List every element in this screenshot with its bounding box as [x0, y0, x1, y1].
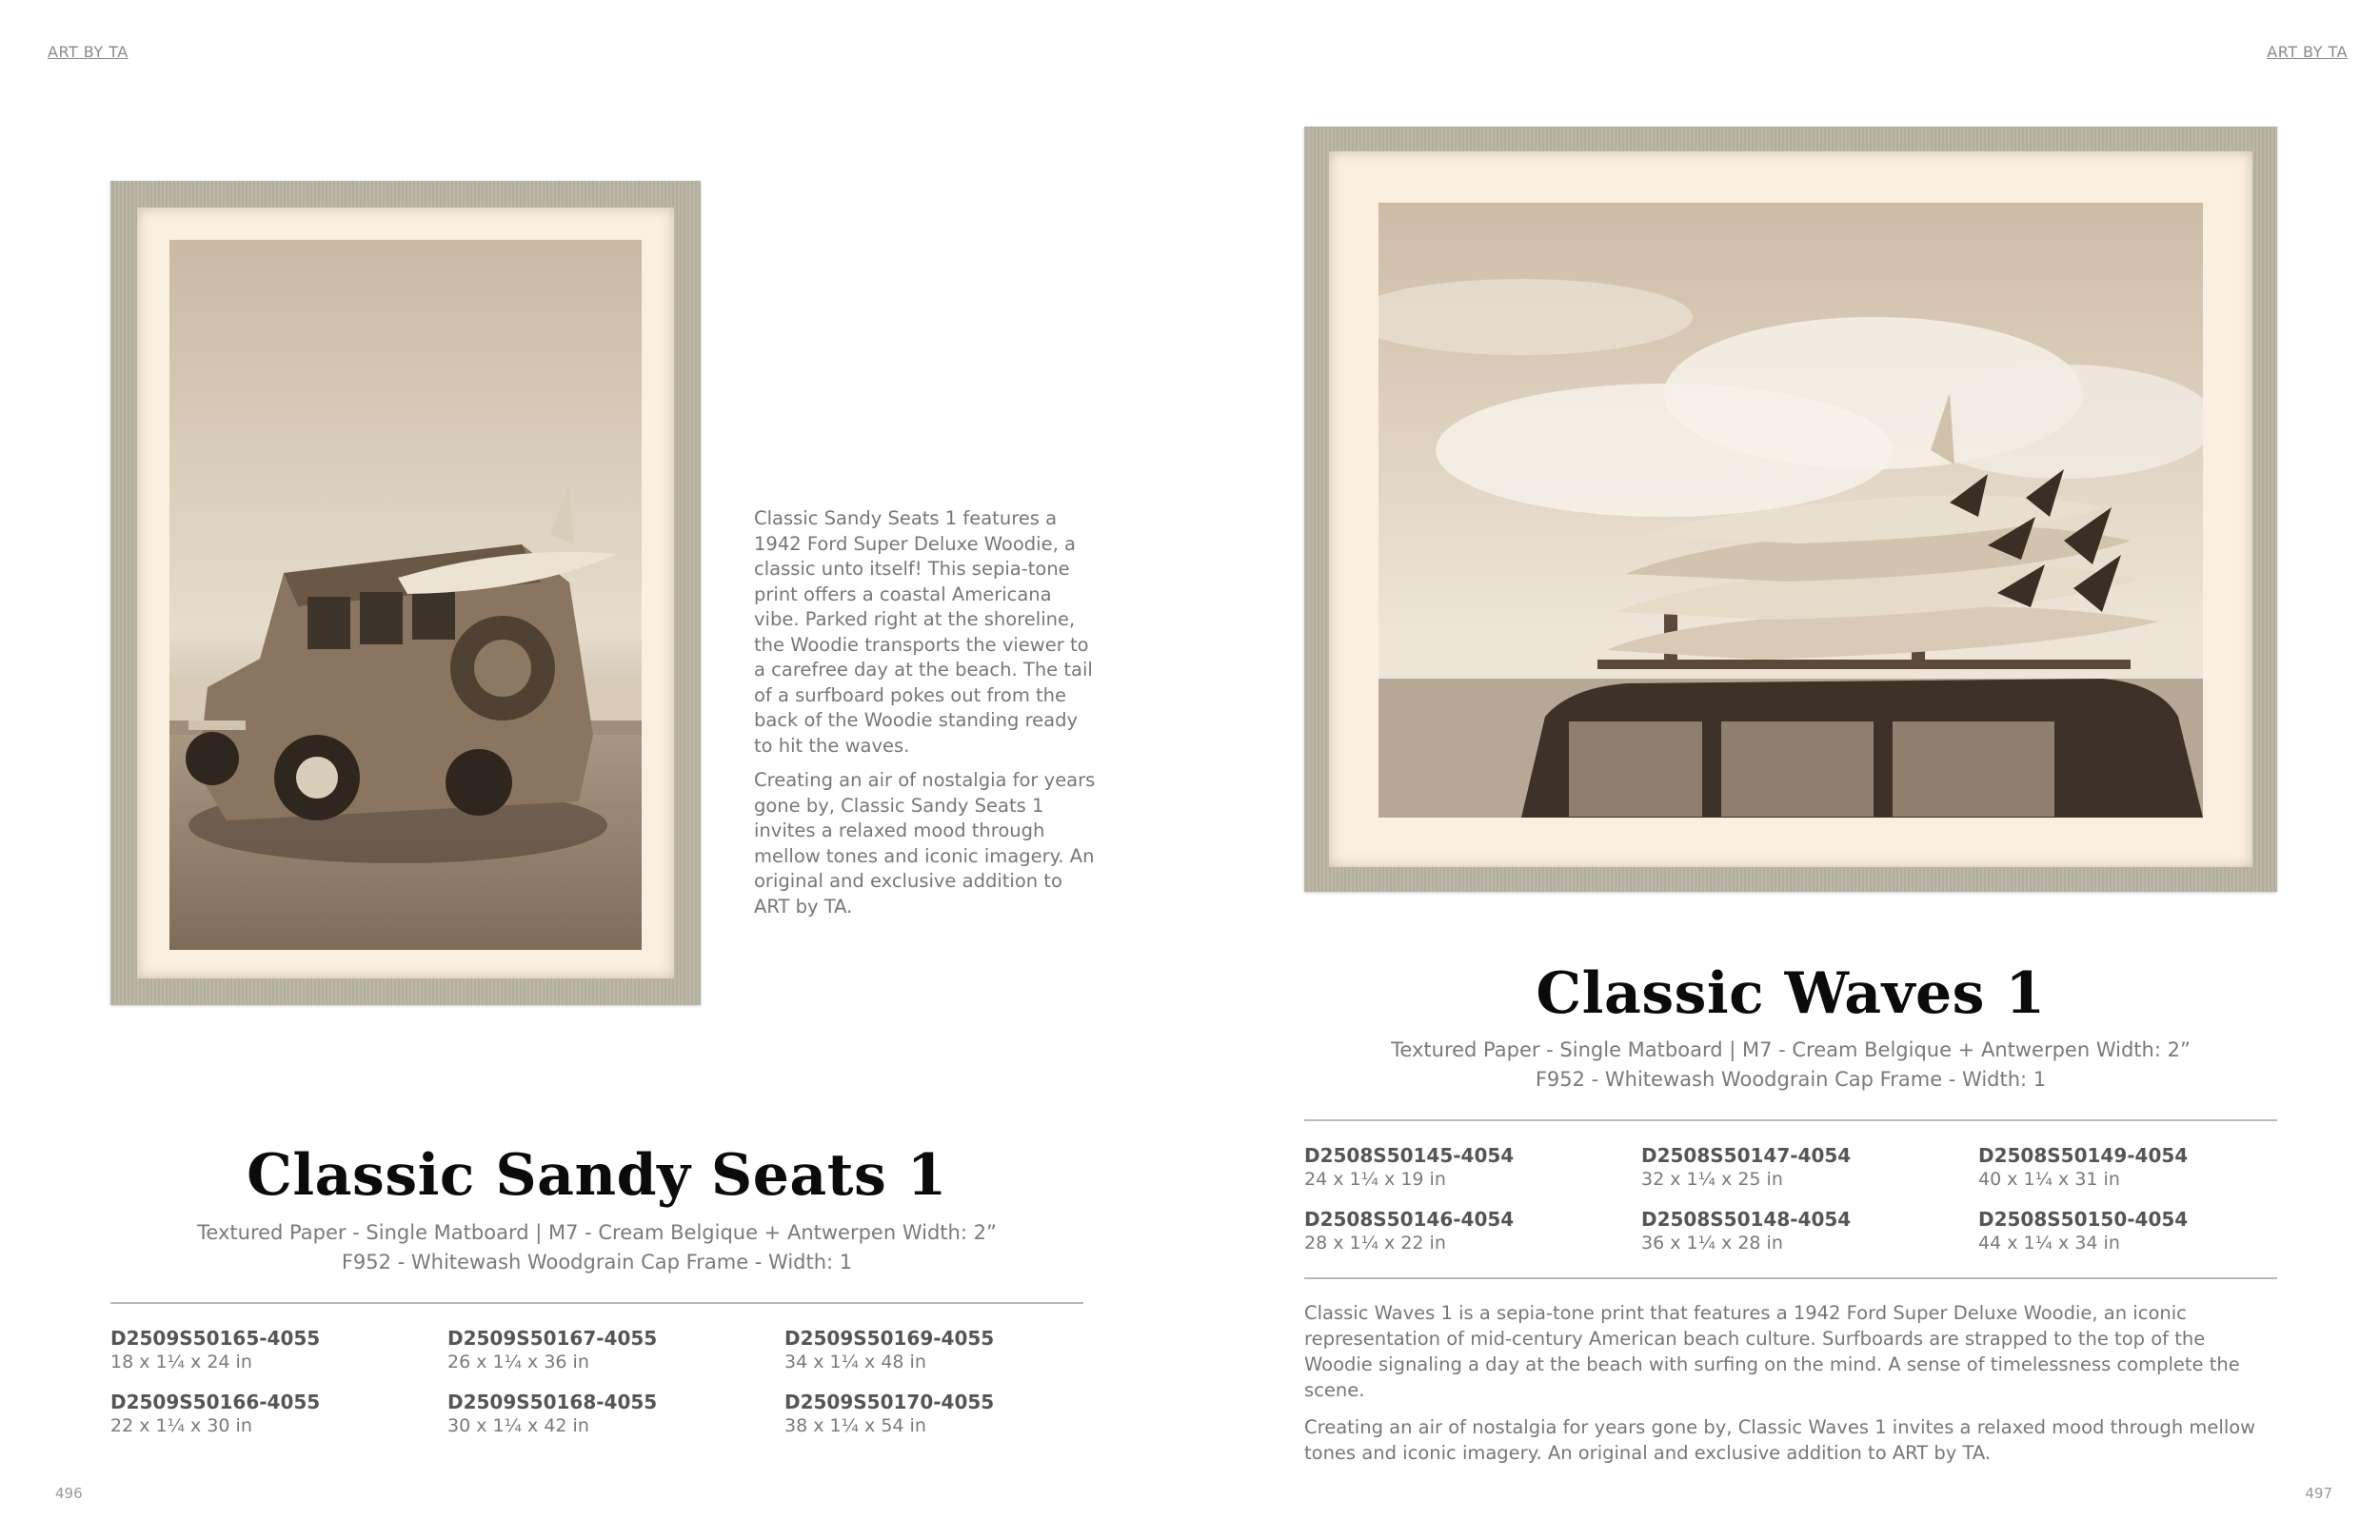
classic-waves-sku-grid	[1304, 1144, 2315, 1254]
sku-code: D2508S50149-4054	[1978, 1144, 2189, 1167]
art-by-ta-link-right[interactable]: ART BY TA	[2267, 43, 2348, 61]
sku-code: D2508S50150-4054	[1978, 1208, 2189, 1231]
sku-item	[110, 1391, 447, 1437]
sku-item	[784, 1391, 1121, 1437]
sku-item	[1978, 1144, 2315, 1191]
sku-item	[1641, 1208, 1978, 1254]
sku-item	[1304, 1144, 1641, 1191]
classic-waves-title: Classic Waves 1	[1536, 960, 2046, 1027]
classic-waves-description	[1304, 1300, 2277, 1477]
sandy-seats-spec-line2: F952 - Whitewash Woodgrain Cap Frame - Width: 1	[341, 1251, 853, 1273]
sku-size: 24 x 1¼ x 19 in	[1304, 1169, 1446, 1190]
classic-waves-spec-line2: F952 - Whitewash Woodgrain Cap Frame - Width: 1	[1535, 1068, 2047, 1091]
sku-code: D2508S50145-4054	[1304, 1144, 1515, 1167]
sku-code: D2509S50166-4055	[110, 1391, 321, 1413]
classic-waves-description-p2: Creating an air of nostalgia for years gone by, Classic Waves 1 invites a relaxed mood through mellow tones and iconic imagery. An original and exclusive addition to ART by TA.	[1304, 1416, 2256, 1464]
sku-size: 44 x 1¼ x 34 in	[1978, 1233, 2120, 1254]
classic-waves-description-p1: Classic Waves 1 is a sepia-tone print that features a 1942 Ford Super Deluxe Woodie, an iconic representation of mid-century American beach culture. Surfboards are strapped to the top of the Woodie signaling a day at the beach with surfing on the mind. A sense of timelessness complete the scene.	[1304, 1302, 2240, 1401]
sku-code: D2509S50165-4055	[110, 1327, 321, 1350]
sandy-seats-spec-line1: Textured Paper - Single Matboard | M7 - Cream Belgique + Antwerpen Width: 2”	[197, 1221, 997, 1244]
sku-size: 36 x 1¼ x 28 in	[1641, 1233, 1783, 1254]
sandy-seats-description-p1: Classic Sandy Seats 1 features a 1942 Ford Super Deluxe Woodie, a classic unto itself! This sepia-tone print offers a coastal Americana vibe. Parked right at the shoreline, the Woodie transports the viewer to a carefree day at the beach. The tail of a surfboard pokes out from the back of the Woodie standing ready to hit the waves.	[754, 507, 1093, 757]
sku-size: 30 x 1¼ x 42 in	[447, 1415, 589, 1436]
sku-size: 38 x 1¼ x 54 in	[784, 1415, 926, 1436]
sku-code: D2508S50148-4054	[1641, 1208, 1852, 1231]
artwork-frame-classic-waves	[1304, 127, 2277, 892]
classic-waves-spec	[1304, 1036, 2277, 1095]
sku-code: D2508S50146-4054	[1304, 1208, 1515, 1231]
sku-size: 18 x 1¼ x 24 in	[110, 1352, 252, 1372]
sku-code: D2509S50167-4055	[447, 1327, 658, 1350]
classic-waves-divider-bottom	[1304, 1277, 2277, 1279]
sandy-seats-description-p2: Creating an air of nostalgia for years gone by, Classic Sandy Seats 1 invites a relaxed mood through mellow tones and iconic imagery. An original and exclusive addition to ART by TA.	[754, 769, 1096, 918]
artwork-image-woodie-car	[169, 240, 642, 950]
sku-code: D2509S50168-4055	[447, 1391, 658, 1413]
sku-item	[110, 1327, 447, 1373]
sku-item	[447, 1327, 784, 1373]
sku-item	[1641, 1144, 1978, 1191]
sandy-seats-title: Classic Sandy Seats 1	[247, 1142, 947, 1209]
artwork-frame-sandy-seats	[110, 181, 701, 1005]
sku-size: 22 x 1¼ x 30 in	[110, 1415, 252, 1436]
artwork-image-surfboards	[1378, 203, 2203, 818]
sku-size: 26 x 1¼ x 36 in	[447, 1352, 589, 1372]
sku-code: D2509S50169-4055	[784, 1327, 995, 1350]
sku-code: D2509S50170-4055	[784, 1391, 995, 1413]
page-number-left: 496	[55, 1485, 83, 1502]
sandy-seats-description	[754, 506, 1097, 929]
art-by-ta-link-left[interactable]: ART BY TA	[48, 43, 129, 61]
sku-size: 34 x 1¼ x 48 in	[784, 1352, 926, 1372]
sku-item	[784, 1327, 1121, 1373]
page-number-right: 497	[2305, 1485, 2332, 1502]
sandy-seats-sku-grid	[110, 1327, 1121, 1437]
sku-code: D2508S50147-4054	[1641, 1144, 1852, 1167]
classic-waves-divider-top	[1304, 1119, 2277, 1121]
sku-size: 28 x 1¼ x 22 in	[1304, 1233, 1446, 1254]
sku-item	[1978, 1208, 2315, 1254]
sku-item	[447, 1391, 784, 1437]
sku-size: 32 x 1¼ x 25 in	[1641, 1169, 1783, 1190]
sandy-seats-spec	[110, 1218, 1083, 1277]
sku-item	[1304, 1208, 1641, 1254]
sku-size: 40 x 1¼ x 31 in	[1978, 1169, 2120, 1190]
classic-waves-spec-line1: Textured Paper - Single Matboard | M7 - Cream Belgique + Antwerpen Width: 2”	[1391, 1038, 2191, 1061]
sandy-seats-divider	[110, 1302, 1083, 1304]
